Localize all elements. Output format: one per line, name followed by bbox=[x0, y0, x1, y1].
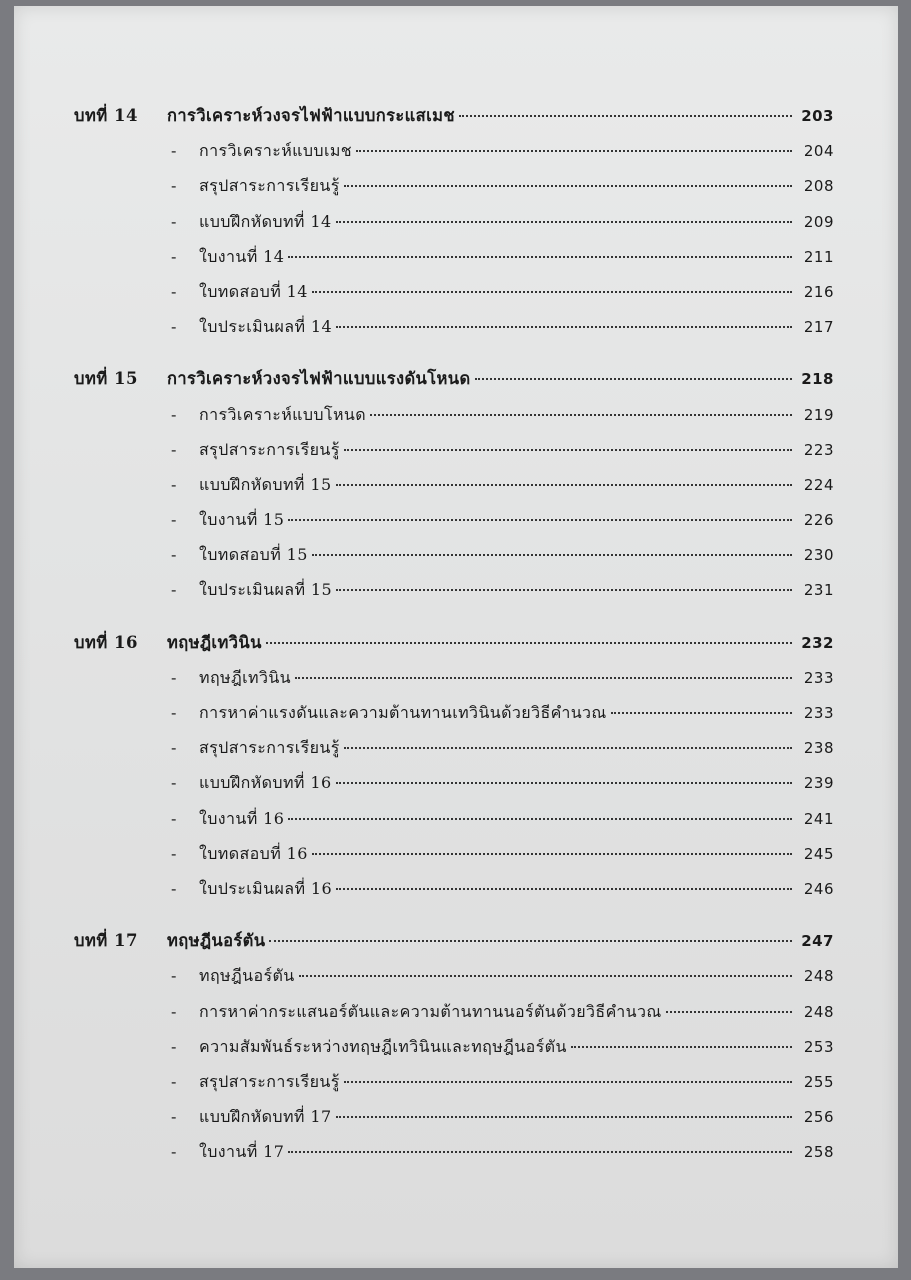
toc-entry-row[interactable] bbox=[74, 133, 834, 168]
dot-leader bbox=[475, 378, 792, 380]
dash-bullet: - bbox=[171, 1107, 177, 1127]
toc-entry-row[interactable] bbox=[74, 397, 834, 432]
dash-bullet: - bbox=[171, 545, 177, 565]
toc-page-number: 255 bbox=[803, 1072, 834, 1091]
toc-entry-row[interactable] bbox=[74, 239, 834, 274]
dash-bullet: - bbox=[171, 439, 177, 459]
dash-bullet: - bbox=[171, 878, 177, 898]
toc-entry-text: สรุปสาระการเรียนรู้ bbox=[199, 439, 340, 459]
toc-entry-text: การหาค่ากระแสนอร์ตันและความต้านทานนอร์ตันด้วยวิธีคำนวณ bbox=[199, 1001, 662, 1021]
dash-bullet: - bbox=[171, 843, 177, 863]
dot-leader bbox=[312, 554, 792, 556]
dash-bullet: - bbox=[171, 1001, 177, 1021]
toc-page-number: 245 bbox=[803, 844, 834, 863]
toc-page-number: 217 bbox=[803, 318, 834, 337]
toc-entry-text: ทฤษฎีนอร์ตัน bbox=[199, 966, 295, 986]
dash-bullet: - bbox=[171, 1071, 177, 1091]
toc-entry-text: ใบประเมินผลที่ 16 bbox=[199, 878, 333, 898]
toc-page-number: 223 bbox=[803, 440, 834, 459]
dot-leader bbox=[344, 449, 792, 451]
toc-page-number: 230 bbox=[803, 546, 834, 565]
toc-page-number: 248 bbox=[803, 967, 834, 986]
dash-bullet: - bbox=[171, 580, 177, 600]
toc-entry-row[interactable] bbox=[74, 572, 834, 607]
toc-entry-text: ใบทดสอบที่ 15 bbox=[199, 545, 308, 565]
dot-leader bbox=[336, 589, 792, 591]
toc-entry-text: สรุปสาระการเรียนรู้ bbox=[199, 1071, 340, 1091]
toc-entry-text: การวิเคราะห์แบบโหนด bbox=[199, 404, 367, 424]
dash-bullet: - bbox=[171, 211, 177, 231]
dot-leader bbox=[611, 712, 792, 714]
dot-leader bbox=[312, 291, 792, 293]
dot-leader bbox=[266, 642, 792, 644]
toc-entry-text: ใบประเมินผลที่ 15 bbox=[199, 580, 333, 600]
toc-page-number: 246 bbox=[803, 879, 834, 898]
toc-entry-row[interactable] bbox=[74, 274, 834, 309]
toc-page-number: 204 bbox=[803, 142, 834, 161]
toc-page-number: 238 bbox=[803, 739, 834, 758]
dot-leader bbox=[344, 185, 792, 187]
toc-entry-row[interactable] bbox=[74, 1099, 834, 1134]
dot-leader bbox=[312, 853, 792, 855]
chapter-title: ทฤษฎีนอร์ตัน bbox=[167, 931, 266, 951]
toc-entry-row[interactable] bbox=[74, 502, 834, 537]
dot-leader bbox=[336, 484, 792, 486]
dot-leader bbox=[336, 326, 792, 328]
dot-leader bbox=[344, 747, 792, 749]
table-of-contents bbox=[74, 98, 834, 1186]
chapter-label: บทที่ 15 bbox=[74, 369, 138, 389]
dash-bullet: - bbox=[171, 404, 177, 424]
dash-bullet: - bbox=[171, 1036, 177, 1056]
dot-leader bbox=[370, 414, 792, 416]
dot-leader bbox=[288, 818, 792, 820]
toc-entry-row[interactable] bbox=[74, 994, 834, 1029]
toc-entry-text: ใบงานที่ 16 bbox=[199, 808, 285, 828]
toc-entry-row[interactable] bbox=[74, 801, 834, 836]
toc-entry-text: ทฤษฎีเทวินิน bbox=[199, 667, 291, 687]
dot-leader bbox=[336, 888, 792, 890]
toc-entry-text: ใบทดสอบที่ 14 bbox=[199, 281, 308, 301]
dot-leader bbox=[336, 1116, 792, 1118]
dash-bullet: - bbox=[171, 474, 177, 494]
dash-bullet: - bbox=[171, 176, 177, 196]
chapter-heading-row[interactable] bbox=[74, 98, 834, 133]
dash-bullet: - bbox=[171, 246, 177, 266]
dash-bullet: - bbox=[171, 966, 177, 986]
dash-bullet: - bbox=[171, 1142, 177, 1162]
dash-bullet: - bbox=[171, 738, 177, 758]
chapter-label: บทที่ 17 bbox=[74, 931, 138, 951]
toc-entry-row[interactable] bbox=[74, 432, 834, 467]
toc-entry-text: แบบฝึกหัดบทที่ 14 bbox=[199, 211, 332, 231]
dash-bullet: - bbox=[171, 281, 177, 301]
toc-page-number: 233 bbox=[803, 668, 834, 687]
toc-entry-row[interactable] bbox=[74, 871, 834, 906]
chapter-label: บทที่ 14 bbox=[74, 106, 138, 125]
toc-page-number: 226 bbox=[803, 511, 834, 530]
toc-page-number: 253 bbox=[803, 1037, 834, 1056]
toc-page-number: 224 bbox=[803, 475, 834, 494]
toc-entry-text: การวิเคราะห์แบบเมช bbox=[199, 141, 353, 161]
chapter-page-number: 218 bbox=[801, 370, 834, 389]
toc-entry-row[interactable] bbox=[74, 537, 834, 572]
toc-entry-text: แบบฝึกหัดบทที่ 17 bbox=[199, 1107, 332, 1127]
dash-bullet: - bbox=[171, 667, 177, 687]
toc-entry-row[interactable] bbox=[74, 836, 834, 871]
dot-leader bbox=[344, 1081, 792, 1083]
toc-page-number: 208 bbox=[803, 177, 834, 196]
toc-entry-text: ใบทดสอบที่ 16 bbox=[199, 843, 308, 863]
toc-page-number: 209 bbox=[803, 212, 834, 231]
document-page bbox=[14, 6, 898, 1268]
toc-entry-row[interactable] bbox=[74, 1029, 834, 1064]
toc-page-number: 211 bbox=[803, 247, 834, 266]
toc-entry-row[interactable] bbox=[74, 730, 834, 765]
dot-leader bbox=[288, 1151, 792, 1153]
dot-leader bbox=[356, 150, 792, 152]
dot-leader bbox=[295, 677, 792, 679]
toc-entry-text: สรุปสาระการเรียนรู้ bbox=[199, 176, 340, 196]
toc-entry-text: ความสัมพันธ์ระหว่างทฤษฎีเทวินินและทฤษฎีนอร์ตัน bbox=[199, 1036, 567, 1056]
dash-bullet: - bbox=[171, 141, 177, 161]
chapter-section bbox=[74, 625, 834, 907]
toc-entry-row[interactable] bbox=[74, 309, 834, 344]
chapter-section bbox=[74, 361, 834, 607]
toc-entry-row[interactable] bbox=[74, 204, 834, 239]
toc-entry-text: ใบงานที่ 17 bbox=[199, 1142, 285, 1162]
toc-entry-text: ใบงานที่ 15 bbox=[199, 510, 285, 530]
chapter-page-number: 203 bbox=[801, 107, 834, 125]
dash-bullet: - bbox=[171, 808, 177, 828]
dot-leader bbox=[336, 782, 792, 784]
toc-entry-row[interactable] bbox=[74, 695, 834, 730]
toc-page-number: 248 bbox=[803, 1002, 834, 1021]
toc-entry-text: การหาค่าแรงดันและความต้านทานเทวินินด้วยวิธีคำนวณ bbox=[199, 703, 607, 722]
toc-entry-row[interactable] bbox=[74, 660, 834, 695]
dot-leader bbox=[288, 256, 792, 258]
chapter-heading-row[interactable] bbox=[74, 923, 834, 958]
toc-entry-text: สรุปสาระการเรียนรู้ bbox=[199, 738, 340, 758]
toc-page-number: 216 bbox=[803, 282, 834, 301]
dot-leader bbox=[269, 940, 792, 942]
toc-entry-text: ใบประเมินผลที่ 14 bbox=[199, 317, 333, 337]
chapter-title: การวิเคราะห์วงจรไฟฟ้าแบบแรงดันโหนด bbox=[167, 369, 471, 389]
toc-entry-row[interactable] bbox=[74, 1134, 834, 1169]
dash-bullet: - bbox=[171, 773, 177, 793]
chapter-title: ทฤษฎีเทวินิน bbox=[167, 632, 262, 652]
dash-bullet: - bbox=[171, 510, 177, 530]
toc-page-number: 231 bbox=[803, 581, 834, 600]
dot-leader bbox=[336, 221, 792, 223]
toc-page-number: 258 bbox=[803, 1143, 834, 1162]
dot-leader bbox=[459, 115, 792, 117]
toc-entry-row[interactable] bbox=[74, 1064, 834, 1099]
toc-page-number: 233 bbox=[803, 704, 834, 722]
toc-page-number: 239 bbox=[803, 774, 834, 793]
chapter-section bbox=[74, 923, 834, 1169]
chapter-title: การวิเคราะห์วงจรไฟฟ้าแบบกระแสเมช bbox=[167, 106, 456, 125]
chapter-page-number: 247 bbox=[801, 932, 834, 951]
toc-page-number: 219 bbox=[803, 405, 834, 424]
toc-entry-row[interactable] bbox=[74, 467, 834, 502]
dash-bullet: - bbox=[171, 317, 177, 337]
chapter-page-number: 232 bbox=[801, 633, 834, 652]
toc-entry-text: ใบงานที่ 14 bbox=[199, 246, 285, 266]
dot-leader bbox=[571, 1046, 792, 1048]
toc-entry-row[interactable] bbox=[74, 958, 834, 993]
toc-page-number: 256 bbox=[803, 1108, 834, 1127]
dot-leader bbox=[288, 519, 792, 521]
dot-leader bbox=[299, 975, 792, 977]
toc-entry-row[interactable] bbox=[74, 765, 834, 800]
toc-entry-text: แบบฝึกหัดบทที่ 16 bbox=[199, 773, 332, 793]
toc-entry-text: แบบฝึกหัดบทที่ 15 bbox=[199, 474, 332, 494]
chapter-label: บทที่ 16 bbox=[74, 632, 138, 652]
chapter-heading-row[interactable] bbox=[74, 625, 834, 660]
toc-entry-row[interactable] bbox=[74, 168, 834, 203]
toc-page-number: 241 bbox=[803, 809, 834, 828]
chapter-heading-row[interactable] bbox=[74, 361, 834, 396]
dot-leader bbox=[666, 1011, 792, 1013]
chapter-section bbox=[74, 98, 834, 344]
dash-bullet: - bbox=[171, 703, 177, 722]
